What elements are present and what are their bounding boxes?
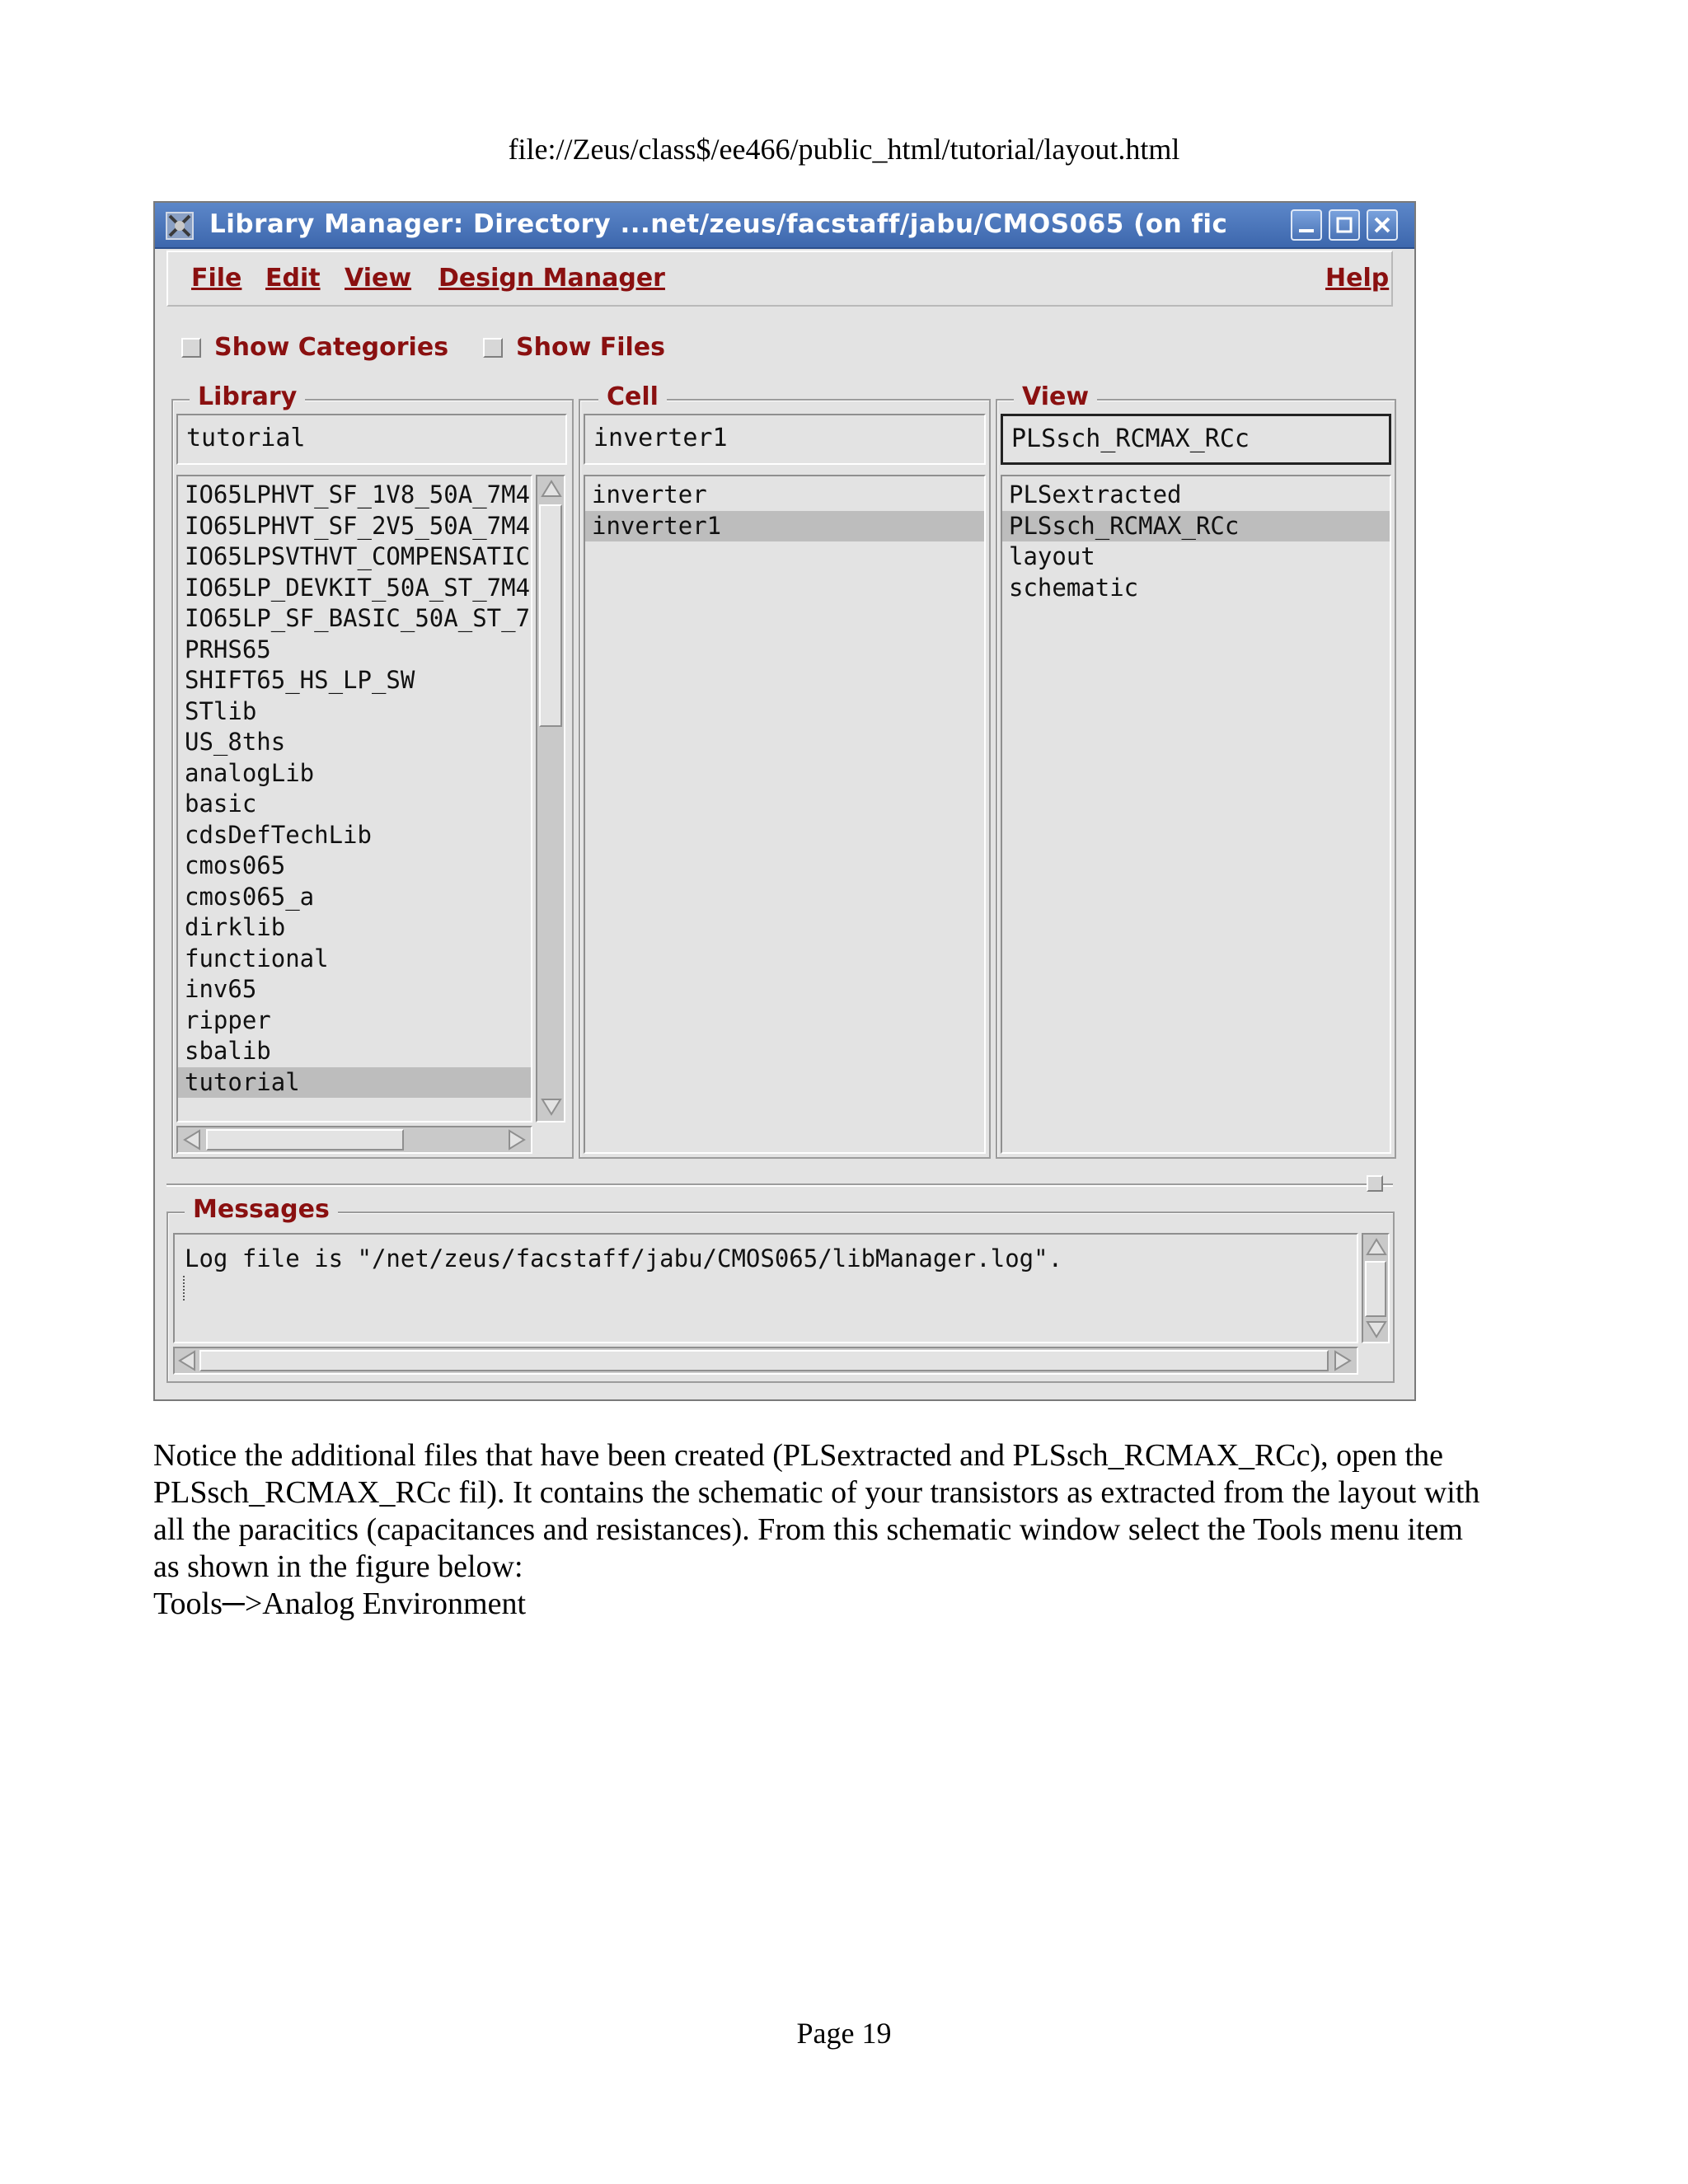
library-horizontal-scrollbar[interactable]: [176, 1126, 532, 1154]
close-button[interactable]: [1367, 209, 1398, 241]
page-header-url: file://Zeus/class$/ee466/public_html/tutorial/layout.html: [508, 133, 1180, 166]
close-icon: [1368, 211, 1396, 239]
paragraph-line: PLSsch_RCMAX_RCc fil). It contains the schematic of your transistors as extracted from the layout with: [153, 1475, 1480, 1510]
library-list[interactable]: [176, 475, 532, 1122]
menu-help[interactable]: Help: [1325, 264, 1390, 293]
page-number: Page 19: [796, 2017, 892, 2050]
menu-view[interactable]: View: [345, 264, 412, 293]
library-list-item[interactable]: tutorial: [178, 1067, 531, 1099]
log-message: Log file is "/net/zeus/facstaff/jabu/CMOS065/libManager.log".: [185, 1244, 1063, 1272]
library-list-item[interactable]: IO65LP_SF_BASIC_50A_ST_7: [185, 604, 531, 632]
window-app-icon[interactable]: [165, 211, 195, 241]
paragraph-line: all the paracitics (capacitances and resistances). From this schematic window select the Tools menu item: [153, 1512, 1463, 1547]
library-list-item[interactable]: cdsDefTechLib: [185, 820, 372, 849]
view-list-item[interactable]: PLSsch_RCMAX_RCc: [1002, 511, 1390, 542]
library-list-item[interactable]: basic: [185, 790, 257, 818]
view-list-item[interactable]: layout: [1009, 542, 1095, 570]
messages-hscroll-thumb[interactable]: [199, 1350, 1329, 1371]
library-list-item[interactable]: PRHS65: [185, 635, 271, 663]
view-list-item[interactable]: PLSextracted: [1009, 480, 1182, 509]
scroll-up-arrow-icon[interactable]: [1366, 1236, 1387, 1258]
library-list-item[interactable]: inv65: [185, 975, 257, 1003]
menu-edit[interactable]: Edit: [265, 264, 321, 293]
scroll-down-arrow-icon[interactable]: [541, 1096, 562, 1118]
messages-area[interactable]: [173, 1233, 1358, 1343]
paragraph-line: Tools─>Analog Environment: [153, 1586, 527, 1621]
menu-file[interactable]: File: [191, 264, 242, 293]
minimize-button[interactable]: [1291, 209, 1322, 241]
body-paragraph: [153, 1437, 1554, 1623]
show-files-label: Show Files: [516, 333, 665, 362]
library-list-item[interactable]: IO65LP_DEVKIT_50A_ST_7M4: [185, 573, 531, 602]
cell-label: Cell: [598, 382, 667, 411]
checkbox-box[interactable]: [181, 338, 201, 358]
scroll-down-arrow-icon[interactable]: [1366, 1319, 1387, 1340]
library-vertical-scrollbar[interactable]: [536, 475, 565, 1122]
paragraph-line: as shown in the figure below:: [153, 1549, 523, 1584]
checkbox-box[interactable]: [483, 338, 503, 358]
messages-scroll-thumb[interactable]: [1365, 1261, 1386, 1317]
scroll-left-arrow-icon[interactable]: [176, 1350, 198, 1371]
library-list-item[interactable]: cmos065_a: [185, 882, 315, 911]
show-categories-label: Show Categories: [214, 333, 449, 362]
pane-divider-handle[interactable]: [1367, 1175, 1383, 1192]
menu-design-manager[interactable]: Design Manager: [438, 264, 665, 293]
cell-group: [579, 382, 991, 1159]
maximize-icon: [1330, 211, 1358, 239]
cell-list-item[interactable]: inverter: [592, 480, 707, 509]
library-list-item[interactable]: ripper: [185, 1005, 271, 1034]
messages-vertical-scrollbar[interactable]: [1362, 1233, 1390, 1343]
library-list-item[interactable]: analogLib: [185, 758, 315, 787]
view-list-item[interactable]: schematic: [1009, 573, 1139, 602]
library-list-item[interactable]: US_8ths: [185, 728, 286, 756]
maximize-button[interactable]: [1329, 209, 1360, 241]
menu-bar: [166, 251, 1393, 307]
library-input[interactable]: tutorial: [176, 414, 567, 465]
show-files-checkbox[interactable]: [483, 333, 665, 362]
library-list-item[interactable]: cmos065: [185, 851, 286, 879]
scroll-right-arrow-icon[interactable]: [1332, 1350, 1353, 1371]
library-group: [171, 382, 574, 1159]
library-manager-window: [153, 201, 1416, 1401]
library-list-item[interactable]: functional: [185, 944, 329, 972]
text-caret: [183, 1276, 186, 1301]
messages-horizontal-scrollbar[interactable]: [173, 1347, 1358, 1375]
library-label: Library: [190, 382, 305, 411]
view-list[interactable]: [1001, 475, 1391, 1154]
library-list-item[interactable]: dirklib: [185, 913, 286, 941]
view-group: [996, 382, 1396, 1159]
scroll-up-arrow-icon[interactable]: [541, 478, 562, 499]
cell-list[interactable]: [584, 475, 986, 1154]
show-categories-checkbox[interactable]: [181, 333, 448, 362]
paragraph-line: Notice the additional files that have been created (PLSextracted and PLSsch_RCMAX_RCc), open the: [153, 1438, 1443, 1473]
library-list-item[interactable]: IO65LPSVTHVT_COMPENSATIC: [185, 542, 531, 570]
scroll-right-arrow-icon[interactable]: [506, 1129, 528, 1151]
library-list-item[interactable]: SHIFT65_HS_LP_SW: [185, 666, 415, 694]
library-list-item[interactable]: STlib: [185, 696, 257, 725]
minimize-icon: [1292, 211, 1320, 239]
cell-list-item[interactable]: inverter1: [585, 511, 984, 542]
library-hscroll-thumb[interactable]: [206, 1129, 404, 1151]
pane-divider[interactable]: [166, 1183, 1393, 1187]
cell-input[interactable]: inverter1: [584, 414, 986, 465]
scroll-left-arrow-icon[interactable]: [181, 1129, 203, 1151]
window-title: Library Manager: Directory ...net/zeus/facstaff/jabu/CMOS065 (on fic: [209, 209, 1228, 239]
view-label: View: [1014, 382, 1097, 411]
library-list-item[interactable]: IO65LPHVT_SF_2V5_50A_7M4: [185, 511, 531, 540]
library-list-item[interactable]: sbalib: [185, 1037, 271, 1065]
title-bar[interactable]: [155, 203, 1414, 249]
library-list-item[interactable]: IO65LPHVT_SF_1V8_50A_7M4: [185, 480, 531, 509]
messages-label: Messages: [185, 1195, 338, 1224]
view-input[interactable]: PLSsch_RCMAX_RCc: [1001, 414, 1391, 465]
library-scroll-thumb[interactable]: [539, 504, 562, 727]
messages-group: [166, 1195, 1395, 1383]
